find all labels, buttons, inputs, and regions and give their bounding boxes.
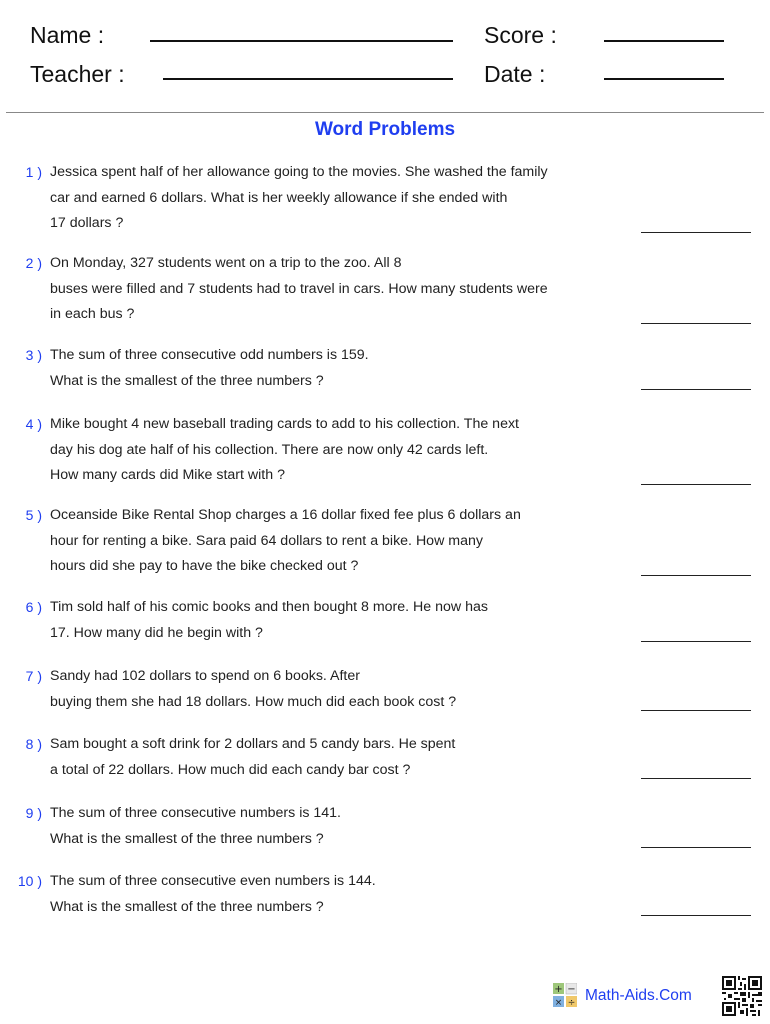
problem-text-line: How many cards did Mike start with ? xyxy=(50,467,285,483)
problem-text-line: The sum of three consecutive odd numbers is 159. xyxy=(50,347,369,363)
problem-number: 4 ) xyxy=(25,416,42,432)
problem-text-line: Tim sold half of his comic books and then bought 8 more. He now has xyxy=(50,599,488,615)
problem-text xyxy=(50,503,590,580)
answer-line[interactable] xyxy=(641,847,751,848)
problem-number: 8 ) xyxy=(25,736,42,752)
problem-text-line: day his dog ate half of his collection. There are now only 42 cards left. xyxy=(50,441,489,458)
problem-text xyxy=(50,664,590,715)
svg-text:+: + xyxy=(554,984,563,995)
problem-text xyxy=(50,801,590,852)
problem-number: 6 ) xyxy=(25,599,42,615)
svg-text:×: × xyxy=(554,998,563,1007)
problem-text-line: 17. How many did he begin with ? xyxy=(50,624,263,641)
answer-line[interactable] xyxy=(641,641,751,642)
problem-text-line: 17 dollars ? xyxy=(50,215,124,231)
problem-text-line: The sum of three consecutive numbers is 141. xyxy=(50,805,341,821)
problem-text xyxy=(50,412,590,489)
problem-number: 9 ) xyxy=(25,805,42,821)
problem-text-line: Jessica spent half of her allowance going to the movies. She washed the family xyxy=(50,164,548,180)
name-line[interactable] xyxy=(150,40,453,42)
qr-code-icon xyxy=(722,976,762,1016)
problem-text-line: What is the smallest of the three numbers ? xyxy=(50,372,324,389)
header-divider xyxy=(6,112,764,113)
answer-line[interactable] xyxy=(641,323,751,324)
name-label: Name : xyxy=(30,22,105,48)
answer-line[interactable] xyxy=(641,710,751,711)
problem-text xyxy=(50,869,590,920)
problem-text xyxy=(50,343,590,394)
problem-text-line: On Monday, 327 students went on a trip to the zoo. All 8 xyxy=(50,255,402,271)
problem-text-line: Oceanside Bike Rental Shop charges a 16 dollar fixed fee plus 6 dollars an xyxy=(50,507,521,523)
problem-text-line: Mike bought 4 new baseball trading cards to add to his collection. The next xyxy=(50,416,519,432)
problem-text-line: buying them she had 18 dollars. How much did each book cost ? xyxy=(50,693,457,710)
problem-text-line: What is the smallest of the three numbers ? xyxy=(50,898,324,915)
problem-text-line: Sam bought a soft drink for 2 dollars and 5 candy bars. He spent xyxy=(50,736,456,752)
problem-text xyxy=(50,732,590,783)
answer-line[interactable] xyxy=(641,575,751,576)
score-label: Score : xyxy=(484,22,557,48)
problem-number: 2 ) xyxy=(25,255,42,271)
problem-text-line: in each bus ? xyxy=(50,306,135,322)
problem-text xyxy=(50,251,590,328)
answer-line[interactable] xyxy=(641,915,751,916)
problem-text-line: a total of 22 dollars. How much did each candy bar cost ? xyxy=(50,761,411,778)
problem-text xyxy=(50,595,590,646)
teacher-label: Teacher : xyxy=(30,61,125,87)
svg-text:−: − xyxy=(567,984,576,995)
answer-line[interactable] xyxy=(641,389,751,390)
svg-text:÷: ÷ xyxy=(567,998,576,1007)
problem-number: 7 ) xyxy=(25,668,42,684)
problem-text-line: hours did she pay to have the bike checked out ? xyxy=(50,558,359,574)
problem-number: 5 ) xyxy=(25,507,42,523)
score-line[interactable] xyxy=(604,40,724,42)
worksheet-title: Word Problems xyxy=(314,119,456,140)
problem-text-line: Sandy had 102 dollars to spend on 6 books. After xyxy=(50,668,360,684)
problem-text-line: hour for renting a bike. Sara paid 64 dollars to rent a bike. How many xyxy=(50,532,483,549)
answer-line[interactable] xyxy=(641,778,751,779)
date-line[interactable] xyxy=(604,78,724,80)
answer-line[interactable] xyxy=(641,232,751,233)
problem-text-line: buses were filled and 7 students had to travel in cars. How many students were xyxy=(50,280,548,297)
calculator-icon xyxy=(553,983,577,1007)
problem-text-line: What is the smallest of the three numbers ? xyxy=(50,830,324,847)
answer-line[interactable] xyxy=(641,484,751,485)
problem-text-line: The sum of three consecutive even numbers is 144. xyxy=(50,873,376,889)
date-label: Date : xyxy=(484,61,546,87)
site-name[interactable]: Math-Aids.Com xyxy=(585,987,692,1004)
teacher-line[interactable] xyxy=(163,78,453,80)
problem-number: 3 ) xyxy=(25,347,42,363)
problem-number: 1 ) xyxy=(25,164,42,180)
problem-text xyxy=(50,160,590,237)
problem-text-line: car and earned 6 dollars. What is her weekly allowance if she ended with xyxy=(50,189,508,206)
problem-number: 10 ) xyxy=(17,873,42,889)
